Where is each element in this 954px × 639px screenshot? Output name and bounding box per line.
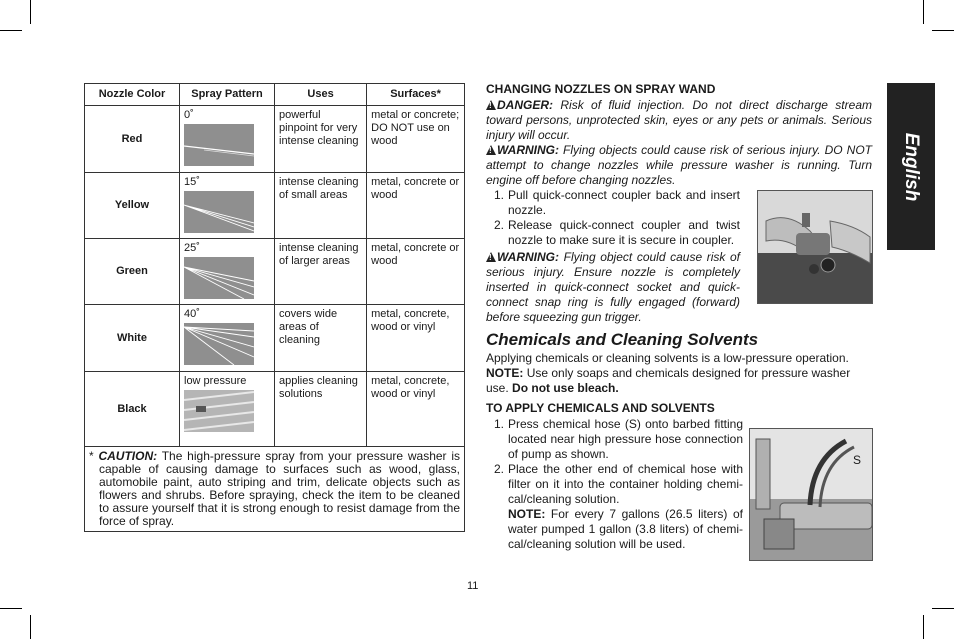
spray-pattern-cell [180,106,275,173]
warning-paragraph [486,143,872,188]
step-note [508,507,743,551]
spray-pattern-image [184,124,254,166]
chemical-steps-block [486,417,743,552]
spray-degree: 15˚ [184,176,200,188]
nozzle-uses: intense cleaning of small areas [275,173,367,239]
coupler-photo [757,190,873,304]
spray-pattern-image [184,390,254,432]
danger-paragraph [486,98,872,143]
crop-mark [30,615,31,639]
list-item [486,462,743,507]
warning-triangle-icon [486,100,496,110]
crop-mark [923,615,924,639]
spray-pattern-cell [180,173,275,239]
crop-mark [30,0,31,24]
danger-text: Risk of fluid injection. Do not direct discharge stream toward persons, unprotected skin, eyes or any pets or animals. Serious injury will occur. [486,98,872,142]
warning-triangle-icon [486,145,496,155]
crop-mark [932,608,954,609]
crop-mark [932,30,954,31]
spray-pattern-cell [180,372,275,447]
crop-mark [923,0,924,24]
spray-pattern-image [184,191,254,233]
nozzle-uses: applies cleaning solutions [275,372,367,447]
list-item [486,218,740,248]
table-row [85,305,465,372]
nozzle-color: Red [85,106,180,173]
warning-triangle-icon [486,252,496,262]
table-row [85,372,465,447]
list-item [486,188,740,218]
nozzle-color: Black [85,372,180,447]
nozzle-steps [486,188,740,248]
table-row [85,173,465,239]
nozzle-surfaces: metal, concrete, wood or vinyl [367,305,465,372]
caution-paragraph [89,450,460,528]
step-text: Release quick-connect coupler and twist nozzle to make sure it is secure in coupler. [508,218,740,247]
spray-degree: 0˚ [184,109,194,121]
caution-note [85,447,465,532]
warning-text: Flying objects could cause risk of serious injury. DO NOT attempt to change nozzles while pressure washer is running. Turn engine off before changing nozzles. [486,143,872,187]
nozzle-surfaces: metal or concrete; DO NOT use on wood [367,106,465,173]
language-tab-label: English [901,132,922,201]
step-number: 2. [494,218,505,232]
warning-paragraph [486,250,740,325]
note-bold: Do not use bleach. [512,381,619,395]
nozzle-uses: intense cleaning of larger areas [275,239,367,305]
crop-mark [0,608,22,609]
note-text: Use only soaps and chemicals designed for pressure washer use. [486,366,851,395]
list-item [486,507,743,552]
nozzle-uses: covers wide areas of cleaning [275,305,367,372]
crop-mark [0,30,22,31]
chemicals-note [486,366,872,396]
language-tab [887,83,935,250]
caution-asterisk: * [89,449,94,463]
warning-label: WARNING: [497,143,559,157]
nozzle-surfaces: metal, concrete, wood or vinyl [367,372,465,447]
spray-pattern-cell [180,239,275,305]
section-heading: TO APPLY CHEMICALS AND SOLVENTS [486,401,715,415]
caution-row [85,447,465,532]
step-number: 1. [494,417,505,431]
table-row [85,106,465,173]
step-text: Place the other end of chemical hose with filter on it into the container holding chemi-cal/cleaning solution. [508,462,743,506]
nozzle-surfaces: metal, concrete or wood [367,239,465,305]
danger-label: DANGER: [497,98,553,112]
column-header: Uses [275,84,367,106]
nozzle-uses: powerful pinpoint for very intense cleaning [275,106,367,173]
column-header: Spray Pattern [180,84,275,106]
spray-degree: low pressure [184,375,247,387]
step-number: 2. [494,462,505,476]
step-text: Press chemical hose (S) onto barbed fitting located near high pressure hose connection of pump as shown. [508,417,743,461]
nozzle-color: White [85,305,180,372]
spray-pattern-cell [180,305,275,372]
chemicals-title: Chemicals and Cleaning Solvents [486,330,759,349]
spray-pattern-image [184,257,254,299]
warning-text: Flying object could cause risk of serious injury. Ensure nozzle is completely inserted in quick-connect socket and quick-connect snap ring is fully engaged (forward) before squeezing gun trigger. [486,250,740,324]
nozzle-surfaces: metal, concrete or wood [367,173,465,239]
chemicals-intro: Applying chemicals or cleaning solvents is a low-pressure operation. [486,351,849,365]
caution-label: CAUTION: [98,449,158,463]
note-text: For every 7 gallons (26.5 liters) of water pumped 1 gallon (3.8 liters) of chemi-cal/cleaning solution will be used. [508,507,743,551]
nozzle-color: Green [85,239,180,305]
chemical-hose-illustration [750,429,872,560]
chemical-steps [486,417,743,552]
note-label: NOTE: [508,507,546,521]
spray-pattern-image [184,323,254,365]
caution-text: The high-pressure spray from your pressure washer is capable of causing damage to surfaces such as wood, glass, automobile paint, auto striping and trim, delicate objects such as flowers and shrubs. Before spraying, check the item to be cleaned to assure yourself that it is strong enough to resist damage from the force of spray. [99,449,460,528]
nozzle-table [84,83,465,532]
nozzle-color: Yellow [85,173,180,239]
list-item [486,417,743,462]
page-number: 11 [467,580,479,592]
nozzle-steps-block [486,188,740,325]
step-text: Pull quick-connect coupler back and insert nozzle. [508,188,740,217]
table-header-row [85,84,465,106]
column-header: Nozzle Color [85,84,180,106]
warning-label: WARNING: [497,250,559,264]
coupler-illustration [758,191,872,303]
chemical-hose-photo [749,428,873,561]
column-header: Surfaces* [367,84,465,106]
note-label: NOTE: [486,366,524,380]
figure-label-s: S [853,453,862,467]
table-row [85,239,465,305]
spray-degree: 40˚ [184,308,200,320]
section-heading: CHANGING NOZZLES ON SPRAY WAND [486,82,716,96]
step-number: 1. [494,188,505,202]
spray-degree: 25˚ [184,242,200,254]
